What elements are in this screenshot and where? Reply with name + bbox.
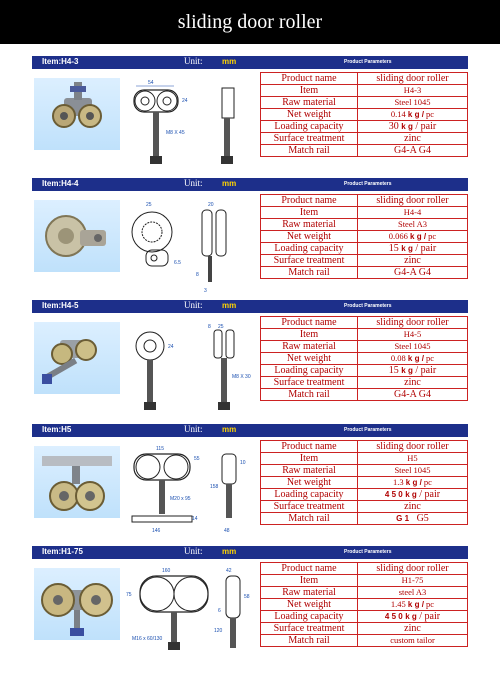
- parameters-table: [260, 316, 468, 401]
- param-label: Match rail: [261, 513, 358, 525]
- param-value: Steel 1045: [358, 465, 468, 477]
- param-label: Raw material: [261, 97, 358, 109]
- param-value: G4-A G4: [358, 267, 468, 279]
- param-value: Steel 1045: [358, 341, 468, 353]
- param-value: [358, 489, 468, 501]
- weight-unit-pc: pc: [426, 353, 435, 363]
- dim-label: 160: [162, 568, 171, 574]
- dim-label: M20 x 95: [170, 496, 191, 502]
- weight-value: 0.066: [388, 231, 408, 241]
- dim-label: 25: [146, 202, 152, 208]
- param-value: H1-75: [358, 575, 468, 587]
- param-label: Item: [261, 575, 358, 587]
- section-header: [32, 56, 468, 69]
- param-label: Match rail: [261, 267, 358, 279]
- product-section-h1-75: [32, 546, 468, 664]
- page-title: sliding door roller: [177, 10, 323, 33]
- param-value: H4-3: [358, 85, 468, 97]
- weight-unit-pc: pc: [426, 599, 435, 609]
- load-unit: k g: [401, 244, 413, 253]
- unit-value: mm: [222, 57, 237, 66]
- param-label: Match rail: [261, 389, 358, 401]
- param-label: Surface treatment: [261, 377, 358, 389]
- param-label: Product name: [261, 563, 358, 575]
- dim-label: 8: [208, 324, 211, 330]
- param-value: [358, 243, 468, 255]
- unit-label: Unit:: [184, 546, 203, 556]
- dim-label: M16 x 60/130: [132, 636, 163, 642]
- product-photo: [34, 322, 120, 394]
- weight-value: 1.45: [390, 599, 406, 609]
- parameters-table: [260, 194, 468, 279]
- load-value: 4 5 0: [384, 490, 403, 499]
- load-unit-pair: / pair: [419, 611, 441, 622]
- param-value: sliding door roller: [358, 441, 468, 453]
- section-header: [32, 546, 468, 559]
- weight-unit: k g /: [407, 110, 424, 119]
- param-value: zinc: [358, 623, 468, 635]
- param-value: H4-5: [358, 329, 468, 341]
- product-section-h4-5: [32, 300, 468, 418]
- dim-label: M8 X 30: [232, 374, 251, 380]
- unit-value: mm: [222, 301, 237, 310]
- load-value: 15: [388, 365, 399, 376]
- dim-label: 6: [218, 608, 221, 614]
- dim-label: 25: [218, 324, 224, 330]
- load-unit-pair: / pair: [415, 243, 437, 254]
- param-value: [358, 611, 468, 623]
- weight-value: 1.3: [393, 477, 404, 487]
- dim-label: 42: [226, 568, 232, 574]
- dim-label: 10: [240, 460, 246, 466]
- product-parameters-label: Product Parameters: [344, 549, 392, 555]
- param-value: [358, 353, 468, 365]
- unit-value: mm: [222, 425, 237, 434]
- param-label: Net weight: [261, 231, 358, 243]
- load-value: 4 5 0: [384, 612, 403, 621]
- param-value: zinc: [358, 133, 468, 145]
- param-label: Raw material: [261, 341, 358, 353]
- param-value: G4-A G4: [358, 389, 468, 401]
- load-value: 30: [388, 121, 399, 132]
- item-label: Item:H4-4: [42, 179, 79, 188]
- param-value: zinc: [358, 377, 468, 389]
- parameters-table: [260, 440, 468, 525]
- parameters-table: [260, 562, 468, 647]
- param-value: [358, 231, 468, 243]
- load-value: 15: [388, 243, 399, 254]
- param-value: [358, 477, 468, 489]
- section-header: [32, 300, 468, 313]
- param-label: Item: [261, 329, 358, 341]
- section-header: [32, 178, 468, 191]
- param-label: Product name: [261, 441, 358, 453]
- dim-label: 6.5: [174, 260, 181, 266]
- param-label: Net weight: [261, 109, 358, 121]
- unit-label: Unit:: [184, 424, 203, 434]
- param-value: sliding door roller: [358, 317, 468, 329]
- param-value: [358, 109, 468, 121]
- param-label: Raw material: [261, 587, 358, 599]
- product-section-h4-3: [32, 56, 468, 174]
- param-value: Steel A3: [358, 219, 468, 231]
- param-label: Net weight: [261, 599, 358, 611]
- weight-unit-pc: pc: [428, 231, 437, 241]
- weight-value: 0.14: [390, 109, 406, 119]
- unit-value: mm: [222, 179, 237, 188]
- param-label: Product name: [261, 195, 358, 207]
- param-label: Loading capacity: [261, 243, 358, 255]
- weight-unit: k g /: [407, 354, 424, 363]
- item-label: Item:H5: [42, 425, 72, 434]
- param-value: sliding door roller: [358, 195, 468, 207]
- load-unit: k g: [401, 366, 413, 375]
- param-value: G4-A G4: [358, 145, 468, 157]
- dim-label: 58: [244, 594, 250, 600]
- item-label: Item:H1-75: [42, 547, 83, 556]
- param-value: zinc: [358, 501, 468, 513]
- param-value: Steel 1045: [358, 97, 468, 109]
- load-unit-pair: / pair: [415, 121, 437, 132]
- param-value: sliding door roller: [358, 563, 468, 575]
- param-label: Raw material: [261, 219, 358, 231]
- product-photo: [34, 78, 120, 150]
- param-value: zinc: [358, 255, 468, 267]
- dim-label: 24: [182, 98, 188, 104]
- dim-label: 24: [168, 344, 174, 350]
- product-photo: [34, 568, 120, 640]
- param-value: [358, 599, 468, 611]
- param-label: Match rail: [261, 635, 358, 647]
- dim-label: 120: [214, 628, 223, 634]
- param-label: Surface treatment: [261, 255, 358, 267]
- dim-label: M8 X 45: [166, 130, 185, 136]
- param-label: Item: [261, 453, 358, 465]
- product-section-h4-4: [32, 178, 468, 296]
- param-label: Loading capacity: [261, 489, 358, 501]
- param-value: H4-4: [358, 207, 468, 219]
- product-parameters-label: Product Parameters: [344, 181, 392, 187]
- load-unit-pair: / pair: [419, 489, 441, 500]
- param-label: Match rail: [261, 145, 358, 157]
- param-label: Surface treatment: [261, 501, 358, 513]
- product-parameters-label: Product Parameters: [344, 427, 392, 433]
- param-value: [358, 121, 468, 133]
- param-label: Net weight: [261, 477, 358, 489]
- rail-secondary: G5: [416, 513, 429, 524]
- dim-label: 54: [148, 80, 154, 86]
- dim-label: 20: [208, 202, 214, 208]
- section-header: [32, 424, 468, 437]
- dim-label: 75: [126, 592, 132, 598]
- unit-value: mm: [222, 547, 237, 556]
- param-value: steel A3: [358, 587, 468, 599]
- param-value: sliding door roller: [358, 73, 468, 85]
- technical-drawing: [126, 72, 262, 172]
- rail-primary: G 1: [396, 514, 410, 523]
- weight-unit: k g /: [407, 600, 424, 609]
- dim-label: 48: [224, 528, 230, 534]
- parameters-table: [260, 72, 468, 157]
- product-parameters-label: Product Parameters: [344, 303, 392, 309]
- technical-drawing: [126, 316, 262, 416]
- product-section-h5: [32, 424, 468, 542]
- technical-drawing: [126, 562, 262, 662]
- product-photo: [34, 200, 120, 272]
- dim-label: 158: [210, 484, 219, 490]
- product-parameters-label: Product Parameters: [344, 59, 392, 65]
- param-label: Loading capacity: [261, 121, 358, 133]
- param-label: Loading capacity: [261, 611, 358, 623]
- param-label: Item: [261, 207, 358, 219]
- param-label: Product name: [261, 73, 358, 85]
- param-label: Net weight: [261, 353, 358, 365]
- load-unit: k g: [401, 122, 413, 131]
- dim-label: 146: [152, 528, 161, 534]
- technical-drawing: [126, 194, 262, 294]
- technical-drawing: [126, 440, 262, 540]
- load-unit: k g: [405, 612, 417, 621]
- page-header: [0, 0, 500, 44]
- dim-label: 3: [204, 288, 207, 294]
- param-label: Loading capacity: [261, 365, 358, 377]
- weight-unit: k g /: [410, 232, 427, 241]
- param-label: Item: [261, 85, 358, 97]
- weight-unit-pc: pc: [423, 477, 432, 487]
- weight-unit-pc: pc: [426, 109, 435, 119]
- param-value: H5: [358, 453, 468, 465]
- product-photo: [34, 446, 120, 518]
- dim-label: 8: [196, 272, 199, 278]
- param-label: Surface treatment: [261, 133, 358, 145]
- dim-label: 55: [194, 456, 200, 462]
- param-value: [358, 513, 468, 525]
- item-label: Item:H4-5: [42, 301, 79, 310]
- dim-label: 14: [192, 516, 198, 522]
- unit-label: Unit:: [184, 56, 203, 66]
- item-label: Item:H4-3: [42, 57, 79, 66]
- dim-label: 115: [156, 446, 164, 452]
- load-unit-pair: / pair: [415, 365, 437, 376]
- param-value: [358, 365, 468, 377]
- param-label: Product name: [261, 317, 358, 329]
- param-label: Raw material: [261, 465, 358, 477]
- param-value: custom tailor: [358, 635, 468, 647]
- weight-value: 0.08: [390, 353, 406, 363]
- param-label: Surface treatment: [261, 623, 358, 635]
- unit-label: Unit:: [184, 178, 203, 188]
- unit-label: Unit:: [184, 300, 203, 310]
- weight-unit: k g /: [405, 478, 422, 487]
- load-unit: k g: [405, 490, 417, 499]
